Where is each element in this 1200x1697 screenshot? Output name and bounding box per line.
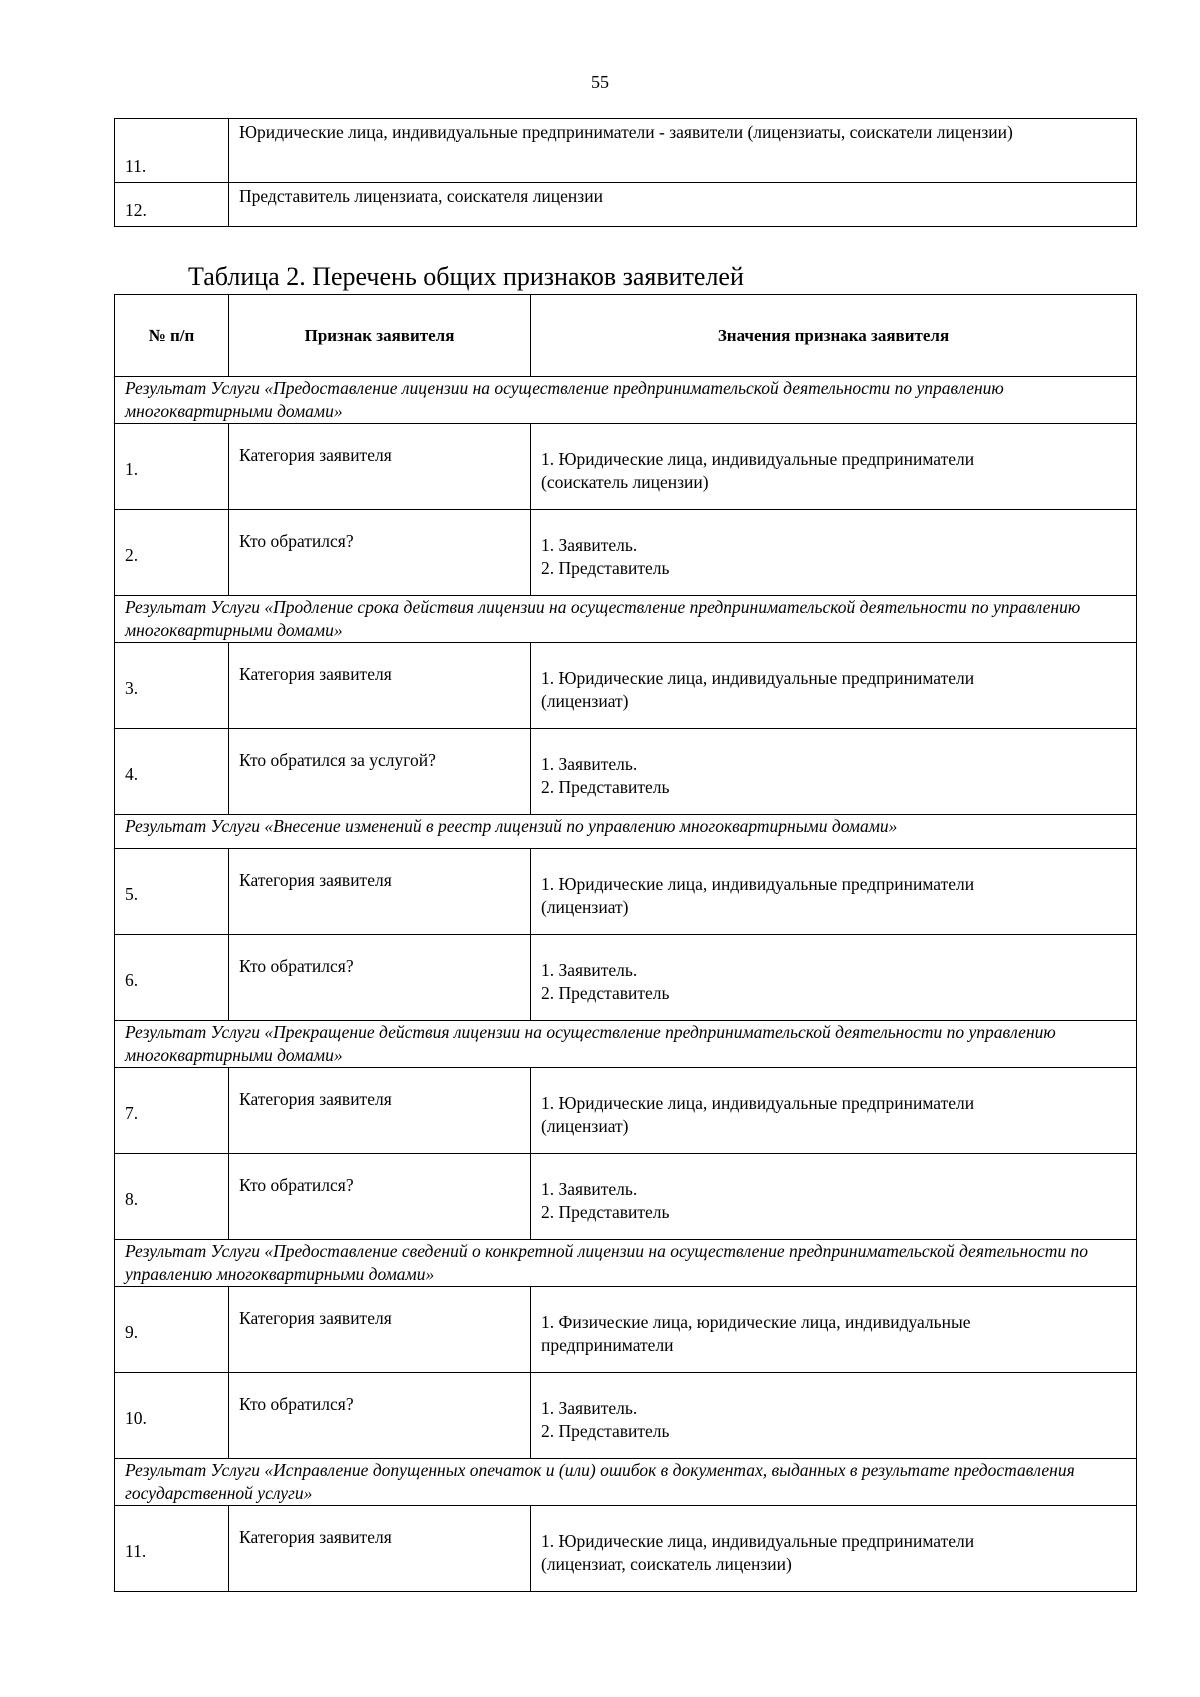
row-number: 2.: [115, 510, 229, 596]
row-number: 11.: [115, 119, 229, 183]
table-row: [115, 1068, 1137, 1154]
header-attribute: Признак заявителя: [229, 295, 531, 377]
table-row: [115, 1287, 1137, 1373]
value-line: (лицензиат): [541, 1116, 629, 1136]
row-value: [531, 849, 1137, 935]
row-attribute: Категория заявителя: [229, 424, 531, 510]
continued-table: [114, 118, 1137, 227]
row-value: [531, 1373, 1137, 1459]
row-attribute: Категория заявителя: [229, 1287, 531, 1373]
row-number: 7.: [115, 1068, 229, 1154]
section-title: Результат Услуги «Предоставление лицензии на осуществление предпринимательской деятельности по управлению многоквартирными домами»: [115, 377, 1137, 424]
value-line: 1. Юридические лица, индивидуальные предприниматели: [541, 449, 975, 469]
row-attribute: Категория заявителя: [229, 1068, 531, 1154]
section-title: Результат Услуги «Предоставление сведений о конкретной лицензии на осуществление предпринимательской деятельности по управлению многоквартирными домами»: [115, 1240, 1137, 1287]
row-number: 12.: [115, 183, 229, 227]
table-row: [115, 849, 1137, 935]
table-row: [115, 1154, 1137, 1240]
row-attribute: Кто обратился?: [229, 935, 531, 1021]
table-header-row: [115, 295, 1137, 377]
row-attribute: Категория заявителя: [229, 1506, 531, 1592]
row-value: [531, 1068, 1137, 1154]
value-line: 1. Заявитель.: [541, 1179, 638, 1199]
row-text: Юридические лица, индивидуальные предприниматели - заявители (лицензиаты, соискатели лицензии): [229, 119, 1137, 183]
row-attribute: Кто обратился?: [229, 1154, 531, 1240]
row-value: [531, 1287, 1137, 1373]
value-line: (лицензиат): [541, 691, 629, 711]
row-number: 6.: [115, 935, 229, 1021]
row-number: 10.: [115, 1373, 229, 1459]
row-attribute: Кто обратился?: [229, 1373, 531, 1459]
value-line: (лицензиат): [541, 897, 629, 917]
section-row: [115, 596, 1137, 643]
table-row: [115, 1373, 1137, 1459]
value-line: 2. Представитель: [541, 1202, 670, 1222]
row-attribute: Кто обратился?: [229, 510, 531, 596]
row-attribute: Категория заявителя: [229, 849, 531, 935]
page-number: 55: [591, 72, 609, 92]
value-line: 2. Представитель: [541, 558, 670, 578]
value-line: 1. Заявитель.: [541, 1398, 638, 1418]
value-line: 1. Заявитель.: [541, 960, 638, 980]
value-line: (соискатель лицензии): [541, 472, 709, 492]
section-row: [115, 1459, 1137, 1506]
row-value: [531, 1154, 1137, 1240]
value-line: 1. Юридические лица, индивидуальные предприниматели: [541, 668, 975, 688]
row-value: [531, 729, 1137, 815]
value-line: 1. Физические лица, юридические лица, индивидуальные: [541, 1312, 971, 1332]
row-value: [531, 643, 1137, 729]
section-row: [115, 377, 1137, 424]
row-value: [531, 510, 1137, 596]
value-line: (лицензиат, соискатель лицензии): [541, 1554, 792, 1574]
row-number: 8.: [115, 1154, 229, 1240]
value-line: 1. Заявитель.: [541, 535, 638, 555]
section-title: Результат Услуги «Продление срока действия лицензии на осуществление предпринимательской деятельности по управлению многоквартирными домами»: [115, 596, 1137, 643]
table-row: [115, 935, 1137, 1021]
row-number: 11.: [115, 1506, 229, 1592]
row-number: 1.: [115, 424, 229, 510]
section-row: [115, 815, 1137, 849]
row-number: 9.: [115, 1287, 229, 1373]
table-row: [115, 1506, 1137, 1592]
row-number: 3.: [115, 643, 229, 729]
applicant-attributes-table: [114, 294, 1137, 1592]
header-value: Значения признака заявителя: [531, 295, 1137, 377]
section-title: Результат Услуги «Прекращение действия лицензии на осуществление предпринимательской деятельности по управлению многоквартирными домами»: [115, 1021, 1137, 1068]
value-line: 2. Представитель: [541, 1421, 670, 1441]
row-text: Представитель лицензиата, соискателя лицензии: [229, 183, 1137, 227]
table-row: [115, 643, 1137, 729]
row-number: 5.: [115, 849, 229, 935]
table-row: [115, 510, 1137, 596]
value-line: 1. Юридические лица, индивидуальные предприниматели: [541, 874, 975, 894]
row-attribute: Кто обратился за услугой?: [229, 729, 531, 815]
value-line: предприниматели: [541, 1335, 674, 1355]
row-value: [531, 935, 1137, 1021]
row-value: [531, 424, 1137, 510]
header-num: № п/п: [115, 295, 229, 377]
value-line: 1. Юридические лица, индивидуальные предприниматели: [541, 1093, 975, 1113]
value-line: 2. Представитель: [541, 777, 670, 797]
row-number: 4.: [115, 729, 229, 815]
value-line: 1. Юридические лица, индивидуальные предприниматели: [541, 1531, 975, 1551]
value-line: 1. Заявитель.: [541, 754, 638, 774]
table-row: [115, 729, 1137, 815]
row-attribute: Категория заявителя: [229, 643, 531, 729]
section-row: [115, 1240, 1137, 1287]
row-value: [531, 1506, 1137, 1592]
value-line: 2. Представитель: [541, 983, 670, 1003]
section-row: [115, 1021, 1137, 1068]
table-row: [115, 119, 1137, 183]
table-row: [115, 183, 1137, 227]
table-row: [115, 424, 1137, 510]
section-title: Результат Услуги «Исправление допущенных опечаток и (или) ошибок в документах, выданных в результате предоставления государственной услуги»: [115, 1459, 1137, 1506]
table-caption: Таблица 2. Перечень общих признаков заявителей: [188, 262, 744, 291]
section-title: Результат Услуги «Внесение изменений в реестр лицензий по управлению многоквартирными домами»: [115, 815, 1137, 849]
